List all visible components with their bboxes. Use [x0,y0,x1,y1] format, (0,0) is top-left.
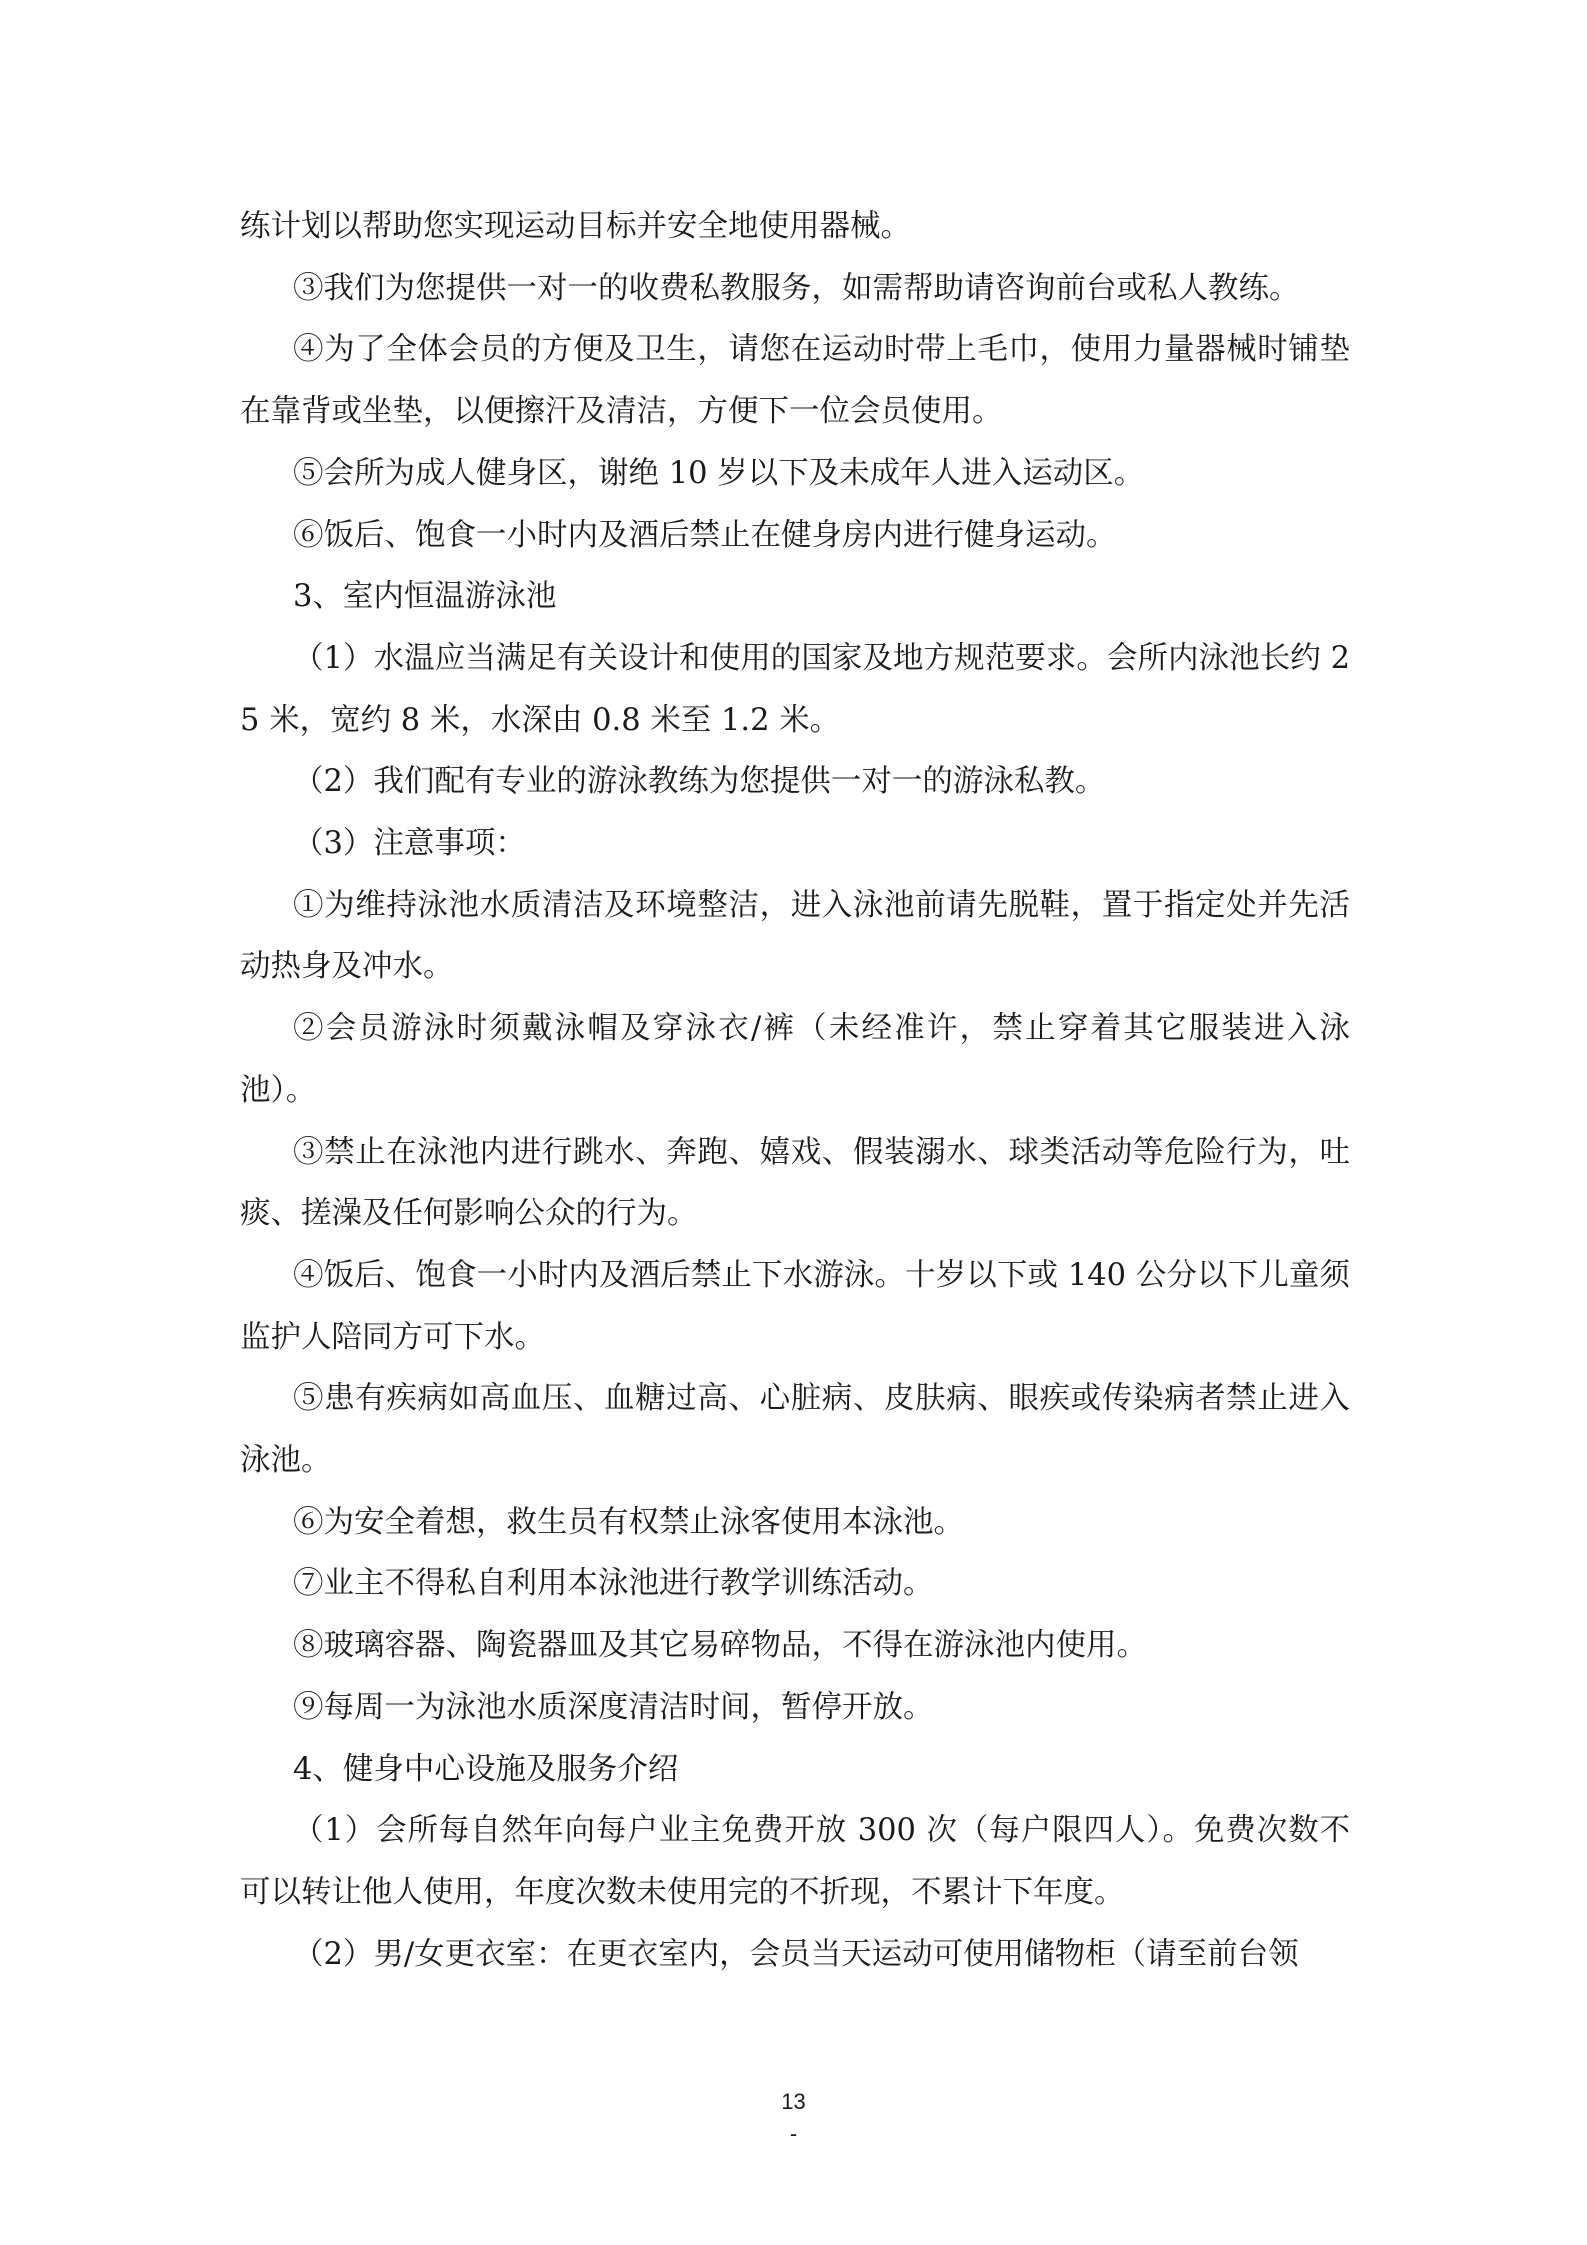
pool-rule-6: ⑥为安全着想，救生员有权禁止泳客使用本泳池。 [293,1504,964,1540]
section-heading-facilities: 4、健身中心设施及服务介绍 [293,1751,679,1787]
page-number: 13 [781,2089,806,2114]
paragraph-swim-coach: （2）我们配有专业的游泳教练为您提供一对一的游泳私教。 [293,764,1106,800]
paragraph-adult-area: ⑤会所为成人健身区，谢绝 10 岁以下及未成年人进入运动区。 [293,455,1145,491]
pool-rule-9: ⑨每周一为泳池水质深度清洁时间，暂停开放。 [293,1689,934,1725]
pool-rule-1: ①为维持泳池水质清洁及环境整洁，进入泳池前请先脱鞋，置于指定处并先活动热身及冲水。 [240,887,1350,985]
pool-rule-7: ⑦业主不得私自利用本泳池进行教学训练活动。 [293,1566,934,1602]
pool-rule-3: ③禁止在泳池内进行跳水、奔跑、嬉戏、假装溺水、球类活动等危险行为，吐痰、搓澡及任何影响公众的行为。 [240,1134,1350,1232]
pool-rule-5: ⑤患有疾病如高血压、血糖过高、心脏病、皮肤病、眼疾或传染病者禁止进入泳池。 [240,1381,1350,1479]
paragraph-private-training: ③我们为您提供一对一的收费私教服务，如需帮助请咨询前台或私人教练。 [293,270,1300,306]
paragraph-locker-room: （2）男/女更衣室：在更衣室内，会员当天运动可使用储物柜（请至前台领 [293,1936,1299,1972]
paragraph-pool-spec: （1）水温应当满足有关设计和使用的国家及地方规范要求。会所内泳池长约 25 米，宽约 8 米，水深由 0.8 米至 1.2 米。 [240,640,1350,738]
paragraph-towel-rule: ④为了全体会员的方便及卫生，请您在运动时带上毛巾，使用力量器械时铺垫在靠背或坐垫，以便擦汗及清洁，方便下一位会员使用。 [240,332,1350,430]
paragraph-continuation: 练计划以帮助您实现运动目标并安全地使用器械。 [240,209,911,244]
section-heading-pool: 3、室内恒温游泳池 [293,579,557,615]
paragraph-after-meal-gym: ⑥饭后、饱食一小时内及酒后禁止在健身房内进行健身运动。 [293,517,1117,553]
pool-rule-4: ④饭后、饱食一小时内及酒后禁止下水游泳。十岁以下或 140 公分以下儿童须监护人陪同方可下水。 [240,1257,1350,1355]
page-footer-dash: - [789,2121,798,2146]
pool-rule-2: ②会员游泳时须戴泳帽及穿泳衣/裤（未经准许，禁止穿着其它服装进入泳池）。 [240,1011,1350,1108]
paragraph-free-visits: （1）会所每自然年向每户业主免费开放 300 次（每户限四人）。免费次数不可以转让他人使用，年度次数未使用完的不折现，不累计下年度。 [240,1813,1350,1910]
pool-rule-8: ⑧玻璃容器、陶瓷器皿及其它易碎物品，不得在游泳池内使用。 [293,1628,1147,1664]
subheading-notes: （3）注意事项： [293,826,526,862]
page-body [240,196,1350,1985]
